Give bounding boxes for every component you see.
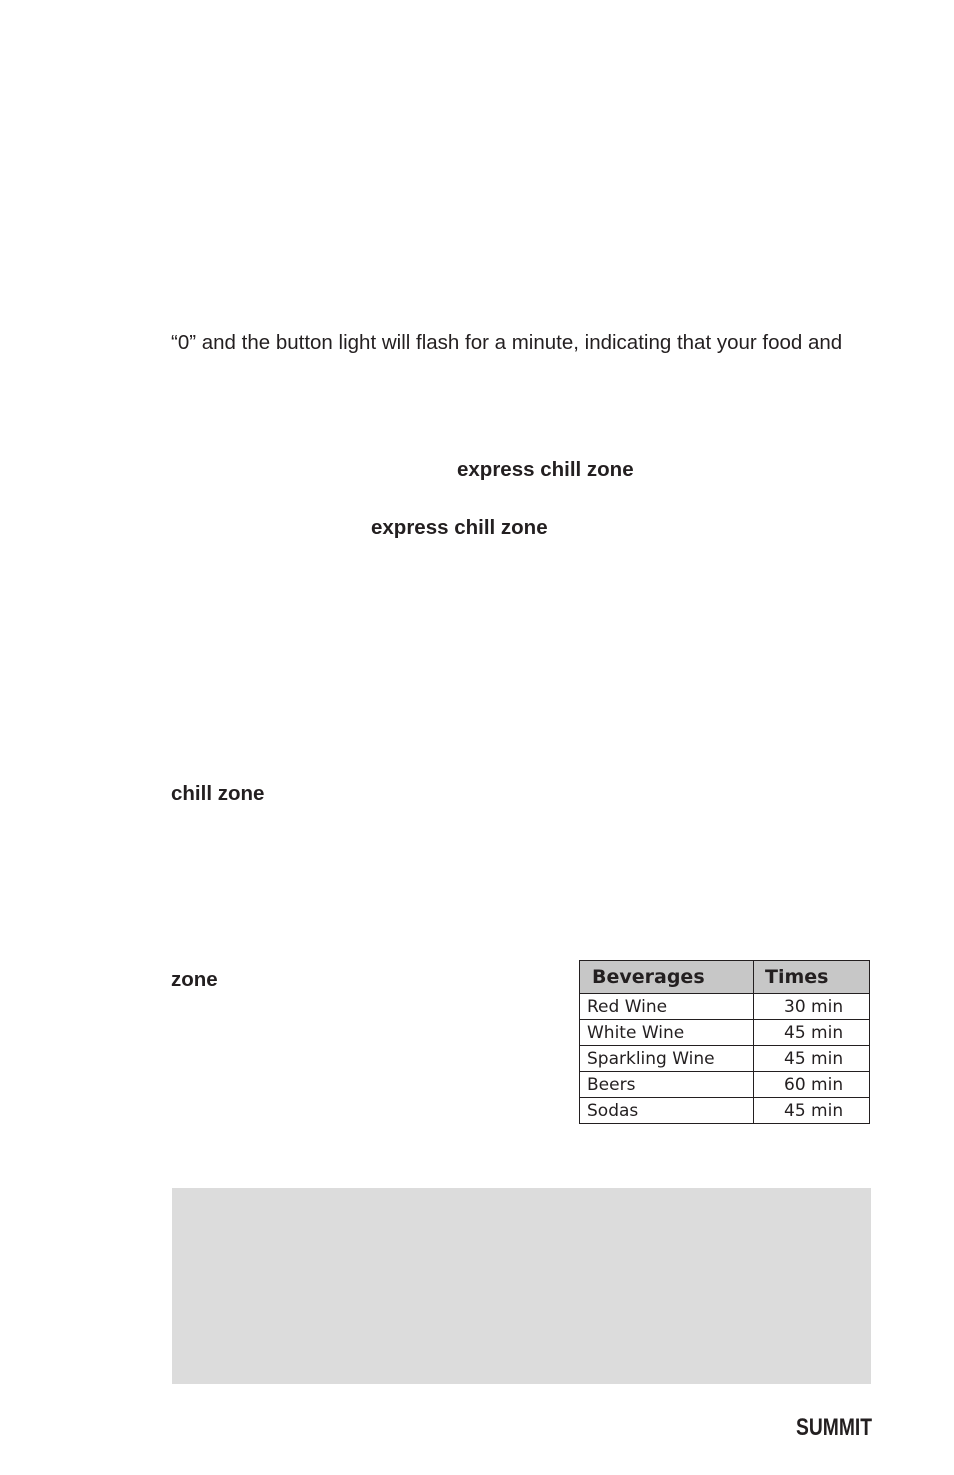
column-header-beverages: Beverages [580, 961, 754, 994]
note-box [172, 1188, 871, 1384]
table-row [580, 1020, 870, 1046]
time-cell: 60 min [754, 1072, 870, 1098]
beverage-cell: White Wine [580, 1020, 754, 1046]
table-row [580, 994, 870, 1020]
bold-term-chill-zone: chill zone [171, 782, 265, 805]
beverage-chill-times-table [579, 960, 870, 1124]
bold-term-express-chill-zone: express chill zone [457, 458, 634, 481]
table-row [580, 1098, 870, 1124]
logo-wordmark: SUMMIT [796, 1414, 873, 1441]
time-cell: 45 min [754, 1098, 870, 1124]
time-cell: 45 min [754, 1046, 870, 1072]
beverage-cell: Sodas [580, 1098, 754, 1124]
table-row [580, 1072, 870, 1098]
beverage-cell: Sparkling Wine [580, 1046, 754, 1072]
paragraph-text-line: “0” and the button light will flash for a minute, indicating that your food and [171, 331, 843, 354]
table-row [580, 1046, 870, 1072]
time-cell: 45 min [754, 1020, 870, 1046]
bold-term-express-chill-zone-2: express chill zone [371, 516, 548, 539]
beverage-cell: Beers [580, 1072, 754, 1098]
time-cell: 30 min [754, 994, 870, 1020]
bold-term-zone: zone [171, 968, 218, 991]
table-header-row [580, 961, 870, 994]
summit-logo-icon [795, 1410, 873, 1440]
beverage-cell: Red Wine [580, 994, 754, 1020]
column-header-times: Times [754, 961, 870, 994]
